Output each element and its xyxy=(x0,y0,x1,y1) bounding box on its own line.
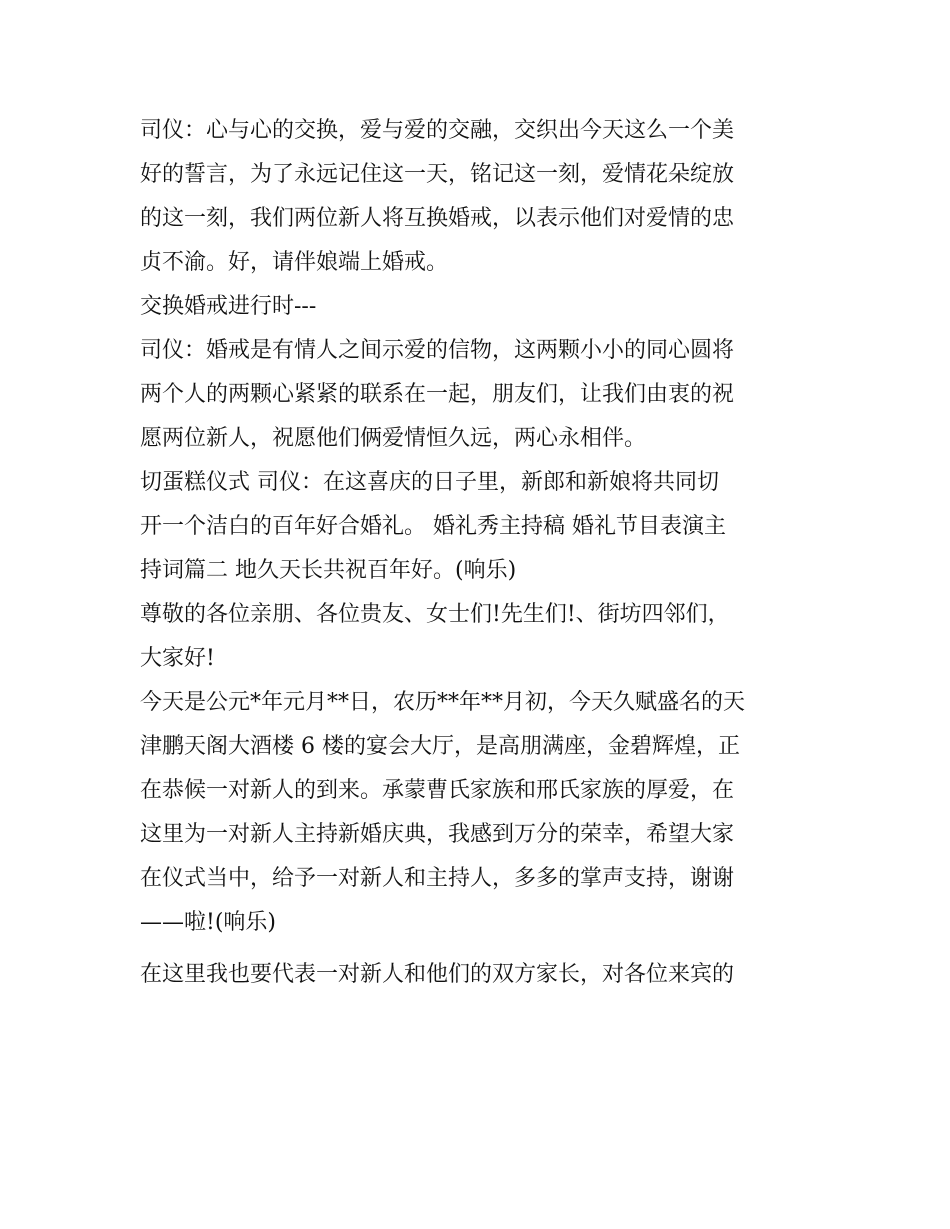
text-line: ——啦!(响乐) xyxy=(140,910,277,935)
text-line: 好的誓言，为了永远记住这一天，铭记这一刻，爱情花朵绽放 xyxy=(140,162,735,187)
text-line: 这里为一对新人主持新婚庆典，我感到万分的荣幸，希望大家 xyxy=(140,822,735,847)
text-line: 的这一刻，我们两位新人将互换婚戒，以表示他们对爱情的忠 xyxy=(140,206,735,231)
text-line: 今天是公元*年元月**日，农历**年**月初，今天久赋盛名的天 xyxy=(140,690,746,715)
text-line: 开一个洁白的百年好合婚礼。 婚礼秀主持稿 婚礼节目表演主 xyxy=(140,514,726,539)
text-line: 愿两位新人，祝愿他们俩爱情恒久远，两心永相伴。 xyxy=(140,426,647,451)
text-line: 在这里我也要代表一对新人和他们的双方家长，对各位来宾的 xyxy=(140,962,735,987)
text-line: 大家好! xyxy=(140,646,215,671)
section-heading: 交换婚戒进行时--- xyxy=(140,294,317,319)
text-line: 在恭候一对新人的到来。承蒙曹氏家族和邢氏家族的厚爱，在 xyxy=(140,778,735,803)
text-line: 在仪式当中，给予一对新人和主持人，多多的掌声支持，谢谢 xyxy=(140,866,735,891)
text-line: 持词篇二 地久天长共祝百年好。(响乐) xyxy=(140,558,517,583)
text-line: 切蛋糕仪式 司仪：在这喜庆的日子里，新郎和新娘将共同切 xyxy=(140,470,719,495)
text-line: 津鹏天阁大酒楼 6 楼的宴会大厅，是高朋满座，金碧辉煌，正 xyxy=(140,734,740,759)
text-line: 司仪：婚戒是有情人之间示爱的信物，这两颗小小的同心圆将 xyxy=(140,338,735,363)
document-body xyxy=(140,109,820,997)
text-line: 两个人的两颗心紧紧的联系在一起，朋友们，让我们由衷的祝 xyxy=(140,382,735,407)
text-line: 尊敬的各位亲朋、各位贵友、女士们!先生们!、街坊四邻们， xyxy=(140,602,730,627)
text-line: 司仪：心与心的交换，爱与爱的交融，交织出今天这么一个美 xyxy=(140,118,735,143)
text-line: 贞不渝。好，请伴娘端上婚戒。 xyxy=(140,250,449,275)
